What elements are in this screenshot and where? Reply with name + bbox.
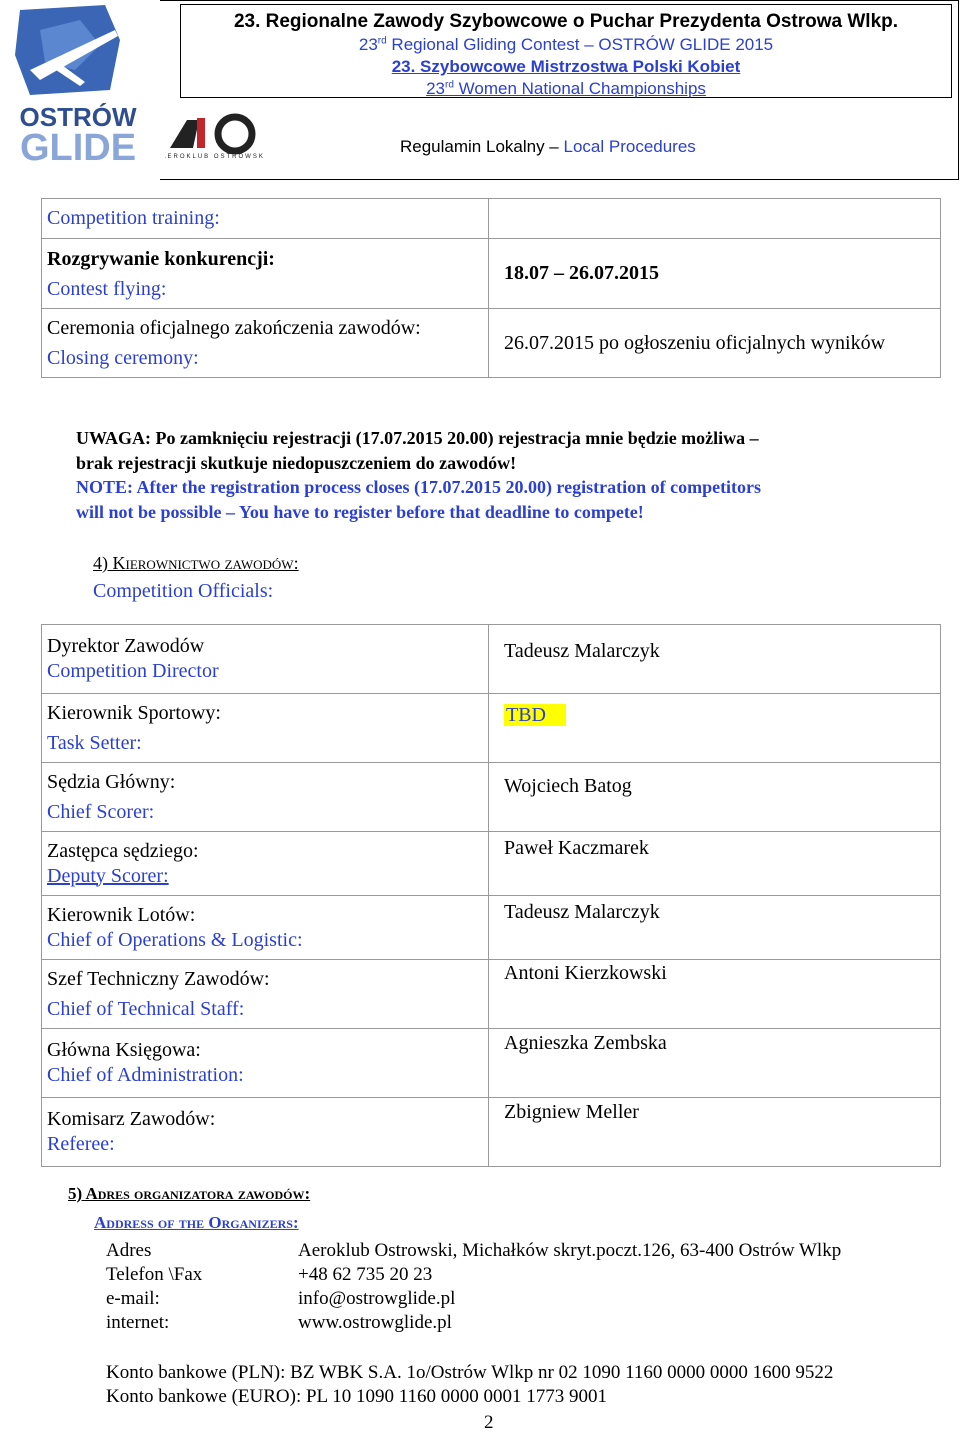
official-row: Kierownik Sportowy: Task Setter: TBD (42, 694, 941, 763)
schedule-value (489, 199, 941, 239)
ostrow-glide-logo (0, 0, 160, 180)
page-number: 2 (484, 1412, 494, 1433)
women-title-pl: 23. Szybowcowe Mistrzostwa Polski Kobiet (391, 57, 741, 76)
section-address-heading: 5) Adres organizatora zawodów: Address of the Organizers: (68, 1184, 311, 1232)
officials-table (41, 624, 941, 1167)
schedule-value: 26.07.2015 po ogłoszeniu oficjalnych wyników (489, 309, 941, 378)
address-row: Telefon \Fax +48 62 735 20 23 (106, 1264, 433, 1285)
official-row: Komisarz Zawodów: Referee: Zbigniew Meller (42, 1098, 941, 1167)
title-box (180, 4, 952, 98)
official-row: Główna Księgowa: Chief of Administration: Agnieszka Zembska (42, 1029, 941, 1098)
aeroklub-logo (165, 112, 265, 162)
official-row: Zastępca sędziego: Deputy Scorer: Paweł Kaczmarek (42, 832, 941, 896)
organizer-address (106, 1239, 841, 1335)
schedule-label: Competition training: (42, 199, 489, 239)
women-title-en: 23rd Women National Championships (426, 79, 706, 98)
address-row: internet: www.ostrowglide.pl (106, 1312, 452, 1333)
page-header (0, 0, 960, 180)
official-row: Kierownik Lotów: Chief of Operations & Logistic: Tadeusz Malarczyk (42, 896, 941, 960)
schedule-value: 18.07 – 26.07.2015 (489, 239, 941, 309)
address-row: Adres Aeroklub Ostrowski, Michałków skryt.poczt.126, 63-400 Ostrów Wlkp (106, 1240, 842, 1261)
svg-text:GLIDE: GLIDE (19, 127, 137, 169)
schedule-row (42, 239, 941, 309)
schedule-label: Ceremonia oficjalnego zakończenia zawodów: Closing ceremony: (42, 309, 489, 378)
schedule-label: Rozgrywanie konkurencji: Contest flying: (42, 239, 489, 309)
section-officials-heading: 4) Kierownictwo zawodów: Competition Officials: (93, 553, 299, 602)
title-pl: 23. Regionalne Zawody Szybowcowe o Puchar Prezydenta Ostrowa Wlkp. (233, 11, 899, 32)
tbd-highlight: TBD (504, 704, 566, 726)
email-link[interactable]: info@ostrowglide.pl (298, 1288, 456, 1309)
address-row: e-mail: info@ostrowglide.pl (106, 1288, 456, 1309)
official-row: Dyrektor Zawodów Competition Director Tadeusz Malarczyk (42, 625, 941, 694)
official-row: Sędzia Główny: Chief Scorer: Wojciech Batog (42, 763, 941, 832)
local-procedures-title: Regulamin Lokalny – Local Procedures (400, 137, 696, 156)
bank-account-pln: Konto bankowe (PLN): BZ WBK S.A. 1o/Ostrów Wlkp nr 02 1090 1160 0000 0000 1600 9522 (106, 1362, 834, 1383)
schedule-table (41, 198, 941, 378)
svg-text:OSTRÓW: OSTRÓW (19, 102, 137, 132)
registration-notice: UWAGA: Po zamknięciu rejestracji (17.07.2015 20.00) rejestracja mnie będzie możliwa – brak rejestracji skutkuje niedopuszczeniem do zawodów! NOTE: After the registration process closes (17.07.2015 20.00) registration of competitors will not be possible – You have to register before that deadline to compete! (76, 428, 762, 522)
bank-account-eur: Konto bankowe (EURO): PL 10 1090 1160 0000 0001 1773 9001 (106, 1386, 608, 1407)
schedule-row (42, 199, 941, 239)
svg-text:AEROKLUB OSTROWSKI: AEROKLUB OSTROWSKI (165, 154, 265, 160)
bank-accounts (106, 1361, 833, 1409)
official-row: Szef Techniczny Zawodów: Chief of Technical Staff: Antoni Kierzkowski (42, 960, 941, 1029)
schedule-row (42, 309, 941, 378)
title-en: 23rd Regional Gliding Contest – OSTRÓW GLIDE 2015 (358, 35, 774, 54)
website-link[interactable]: www.ostrowglide.pl (298, 1312, 452, 1333)
